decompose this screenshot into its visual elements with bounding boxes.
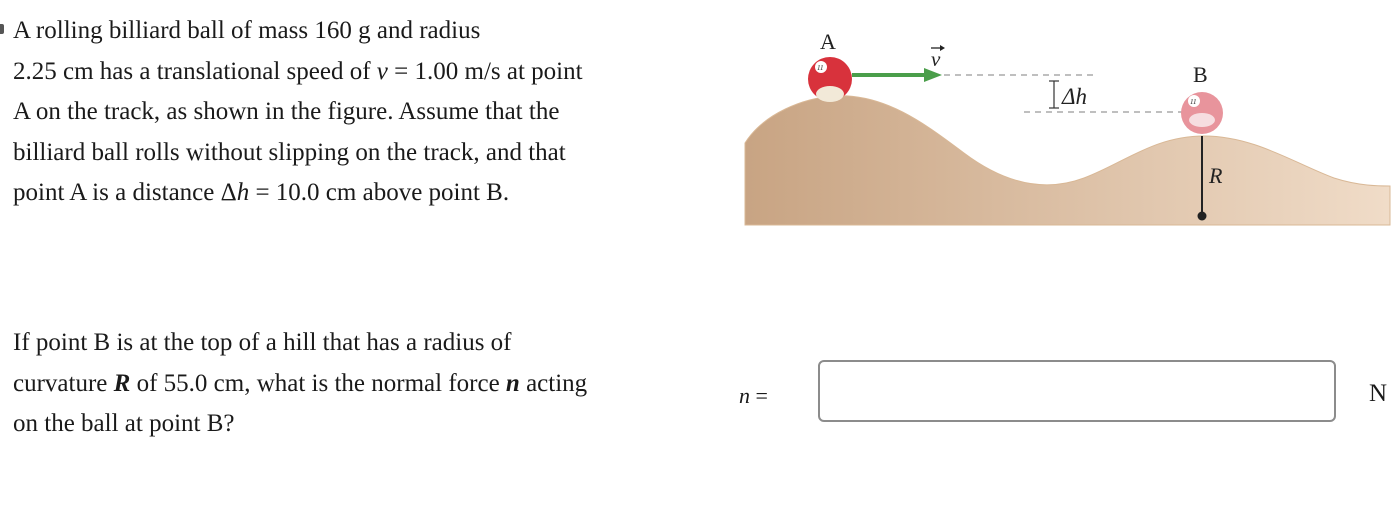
answer-label [739,383,768,409]
question-line-2-pre: curvature [13,369,114,397]
question-line-1: If point B is at the top of a hill that has a radius of [13,329,512,356]
height-variable: h [236,179,250,206]
intro-line-2 [13,52,693,93]
point-a-label: A [820,29,836,54]
question-statement [13,323,693,445]
answer-equals: = [750,383,768,408]
intro-line-2-pre: 2.25 cm has a translational speed of [13,57,377,85]
track-hill [745,96,1390,225]
answer-variable: n [739,383,750,408]
speed-variable: v [376,57,388,85]
track-figure [744,28,1394,228]
delta-h-marker [1049,81,1059,108]
intro-line-5 [13,173,693,214]
intro-line-3: A on the track, as shown in the figure. Assume that the [13,98,560,125]
radius-label: R [1209,163,1223,188]
question-line-2-mid: of 55.0 cm, what is the normal force [130,369,506,397]
ball-b [1181,92,1223,134]
answer-unit: N [1369,380,1388,407]
problem-statement [13,11,693,214]
radius-center-dot [1198,212,1207,221]
question-line-2 [13,364,693,405]
intro-line-1: A rolling billiard ball of mass 160 g and radius [13,17,481,44]
intro-line-5-pre: point A is a distance Δ [13,179,237,206]
question-line-2-post: acting [519,369,588,397]
velocity-label: v [931,47,941,71]
ball-a [808,57,852,102]
answer-input[interactable] [818,360,1336,422]
delta-h-label: Δh [1062,84,1087,109]
intro-line-5-post: = 10.0 cm above point B. [249,179,510,206]
radius-variable: R [113,369,131,397]
bullet-marker [0,24,4,34]
intro-line-2-post: = 1.00 m/s at point [387,57,583,85]
point-b-label: B [1193,62,1208,87]
ball-a-number: 11 [817,64,824,72]
ball-b-number: 11 [1190,98,1197,106]
question-line-3: on the ball at point B? [13,410,235,437]
velocity-vector-tip [940,45,945,51]
intro-line-4: billiard ball rolls without slipping on the track, and that [13,138,566,166]
normal-force-variable: n [505,369,520,397]
